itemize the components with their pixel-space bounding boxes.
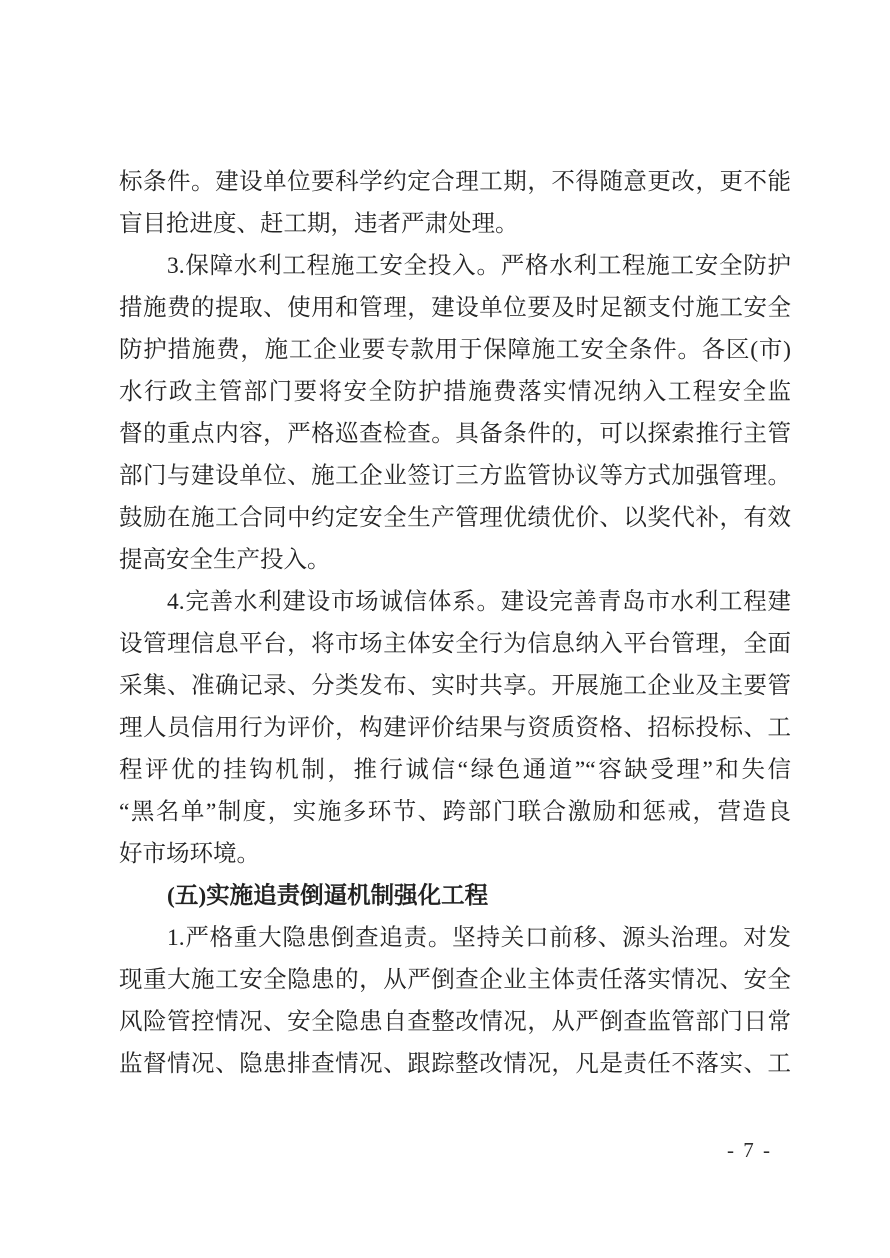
text-line: 设管理信息平台，将市场主体安全行为信息纳入平台管理，全面 [119, 631, 791, 657]
text-line: 风险管控情况、安全隐患自查整改情况，从严倒查监管部门日常 [119, 1009, 791, 1035]
text-line: 提高安全生产投入。 [119, 547, 331, 573]
text-line: 措施费的提取、使用和管理，建设单位要及时足额支付施工安全 [119, 295, 791, 321]
text-line: “黑名单”制度，实施多环节、跨部门联合激励和惩戒，营造良 [119, 799, 791, 825]
text-line: 理人员信用行为评价，构建评价结果与资质资格、招标投标、工 [119, 715, 791, 741]
text-line: 程评优的挂钩机制，推行诚信“绿色通道”“容缺受理”和失信 [119, 757, 791, 783]
text-line: 盲目抢进度、赶工期，违者严肃处理。 [119, 211, 519, 237]
text-line: 鼓励在施工合同中约定安全生产管理优绩优价、以奖代补，有效 [119, 505, 791, 531]
text-line: 3.保障水利工程施工安全投入。严格水利工程施工安全防护 [167, 253, 791, 279]
text-line: 部门与建设单位、施工企业签订三方监管协议等方式加强管理。 [119, 463, 791, 489]
text-line: 4.完善水利建设市场诚信体系。建设完善青岛市水利工程建 [167, 589, 791, 615]
text-line: 标条件。建设单位要科学约定合理工期，不得随意更改，更不能 [119, 169, 791, 195]
text-line: 好市场环境。 [119, 841, 260, 867]
text-line: 防护措施费，施工企业要专款用于保障施工安全条件。各区(市) [119, 337, 791, 363]
text-line: 1.严格重大隐患倒查追责。坚持关口前移、源头治理。对发 [167, 925, 791, 951]
text-line: 督的重点内容，严格巡查检查。具备条件的，可以探索推行主管 [119, 421, 791, 447]
page-number: - 7 - [727, 1138, 772, 1162]
text-line: 采集、准确记录、分类发布、实时共享。开展施工企业及主要管 [119, 673, 791, 699]
section-heading: (五)实施追责倒逼机制强化工程 [167, 883, 489, 909]
document-body [119, 161, 791, 1085]
text-line: 水行政主管部门要将安全防护措施费落实情况纳入工程安全监 [119, 379, 791, 405]
text-line: 现重大施工安全隐患的，从严倒查企业主体责任落实情况、安全 [119, 967, 791, 993]
text-line: 监督情况、隐患排查情况、跟踪整改情况，凡是责任不落实、工 [119, 1051, 791, 1077]
